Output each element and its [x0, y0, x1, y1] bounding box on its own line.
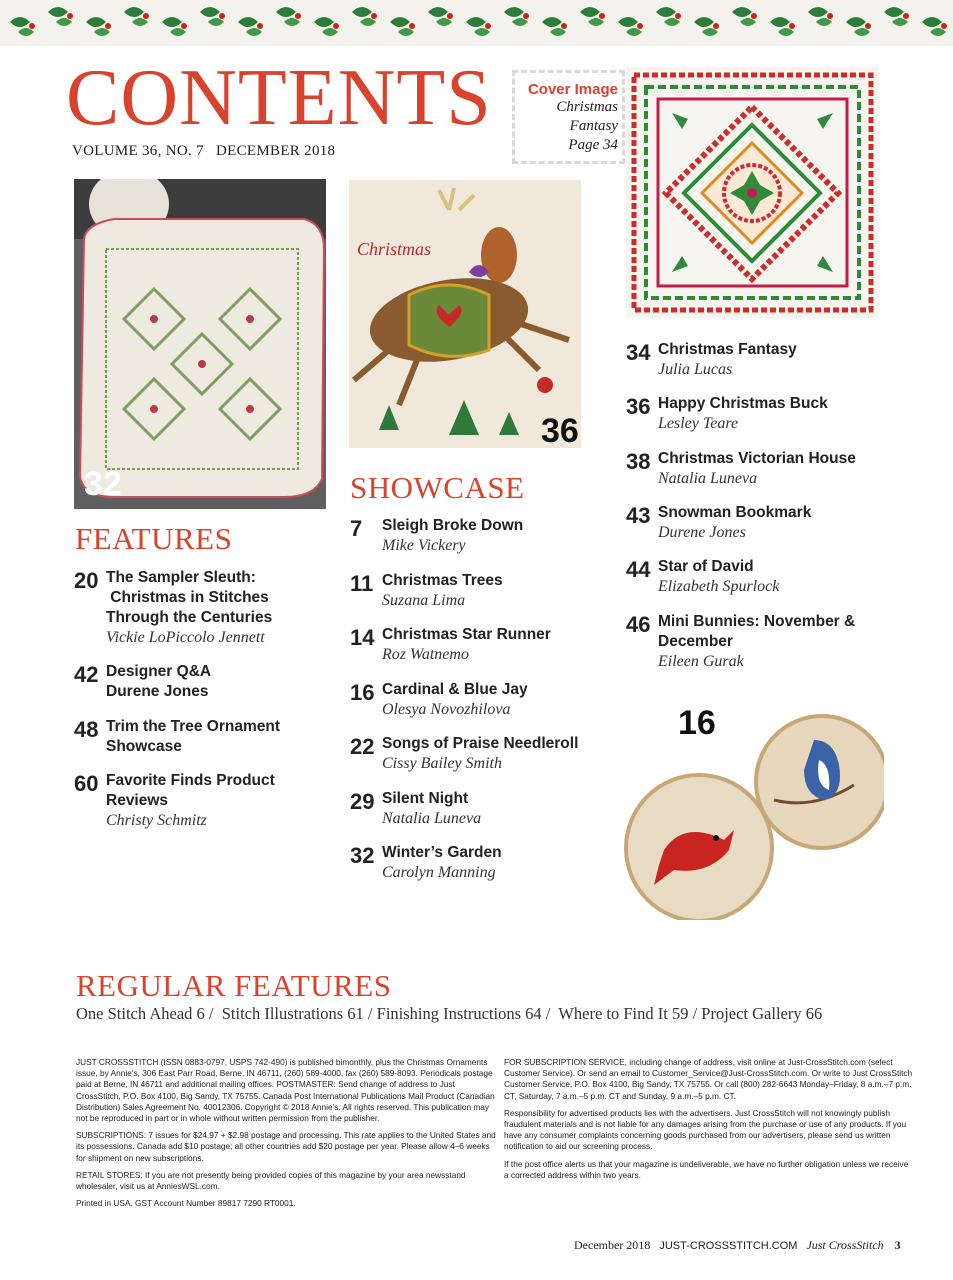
holly-berry — [333, 23, 339, 29]
showcase-heading: SHOWCASE — [350, 470, 525, 505]
pillow-page-number: 32 — [84, 465, 122, 503]
item-title: Songs of Praise Needleroll — [382, 735, 579, 752]
regular-features-line: One Stitch Ahead 6 / Stitch Illustrations 61 / Finishing Instructions 64 / Where to Find It 59 / Project Gallery 66 — [76, 1004, 823, 1023]
item-author: Natalia Luneva — [658, 470, 758, 487]
features-item-2 — [74, 662, 329, 702]
holly-berry — [523, 13, 529, 19]
showcase-item — [350, 625, 590, 665]
right-item — [626, 394, 876, 434]
page-number: 11 — [350, 571, 374, 596]
holly-berry — [903, 13, 909, 19]
item-title: Happy Christmas Buck — [658, 395, 828, 412]
holly-berry — [257, 23, 263, 29]
item-title: Star of David — [658, 558, 754, 575]
fineprint-left — [76, 1057, 496, 1215]
item-author: Durene Jones — [658, 524, 746, 541]
footer-site: JUST-CROSSSTITCH.COM — [659, 1240, 798, 1252]
regular-features-heading: REGULAR FEATURES — [76, 968, 392, 1003]
birds-photo — [624, 690, 884, 920]
holly-berry — [751, 13, 757, 19]
right-item — [626, 449, 876, 489]
fineprint-left-p2: SUBSCRIPTIONS: 7 issues for $24.97 + $2.98 postage and processing. This rate applies to the United States and its possessions. Canada add $10 postage; all other countries add $20 postage per year. Please allow 4–6 weeks for shipment on new subscriptions. — [76, 1130, 496, 1163]
page-number: 32 — [350, 843, 375, 868]
holly-berry — [67, 13, 73, 19]
right-item — [626, 503, 876, 543]
holly-berry — [371, 13, 377, 19]
item-author: Eileen Gurak — [658, 653, 744, 670]
right-item — [626, 557, 876, 597]
holly-berry — [865, 23, 871, 29]
right-item — [626, 340, 876, 380]
item-author: Christy Schmitz — [106, 812, 207, 829]
page-number: 48 — [74, 717, 99, 742]
fineprint-right — [504, 1057, 914, 1187]
item-title: Christmas Star Runner — [382, 626, 551, 643]
holly-berry — [675, 13, 681, 19]
item-title-line-2: Christmas in Stitches — [106, 589, 269, 606]
page-number: 14 — [350, 625, 375, 650]
item-author: Carolyn Manning — [382, 864, 496, 881]
cover-pattern-art — [626, 67, 879, 318]
birds-photo-art — [624, 690, 884, 920]
page-title: CONTENTS — [66, 54, 492, 142]
item-title: Mini Bunnies: November & — [658, 613, 856, 630]
item-title-line-3: Through the Centuries — [106, 609, 273, 626]
footer-magazine: Just CrossStitch — [806, 1238, 884, 1252]
holly-berry — [105, 23, 111, 29]
item-author: Lesley Teare — [658, 415, 739, 432]
page-number: 46 — [626, 612, 651, 637]
features-item-1 — [74, 568, 329, 648]
holly-berry — [219, 13, 225, 19]
holly-berry — [29, 23, 35, 29]
item-title: Christmas Trees — [382, 572, 503, 589]
holly-border — [0, 0, 953, 46]
page-number: 16 — [350, 680, 375, 705]
page-number: 43 — [626, 503, 651, 528]
holly-berry — [599, 13, 605, 19]
item-title: Cardinal & Blue Jay — [382, 681, 528, 698]
birds-page-number: 16 — [678, 704, 716, 742]
page-number: 20 — [74, 568, 99, 593]
showcase-item — [350, 680, 590, 720]
volume-line: VOLUME 36, NO. 7 DECEMBER 2018 — [72, 143, 336, 159]
cover-line-3: Page 34 — [568, 137, 618, 153]
item-author: Olesya Novozhilova — [382, 701, 511, 718]
showcase-item — [350, 734, 590, 774]
holly-berry — [295, 13, 301, 19]
holly-berry — [143, 13, 149, 19]
item-author: Cissy Bailey Smith — [382, 755, 502, 772]
item-title-line-2: Showcase — [106, 738, 182, 755]
holly-berry — [789, 23, 795, 29]
item-title-line-2: December — [658, 633, 733, 650]
fineprint-left-p4: Printed in USA. GST Account Number 89817 7290 RT0001. — [76, 1198, 296, 1209]
cover-line-2: Fantasy — [569, 118, 618, 134]
pillow-photo — [74, 179, 326, 509]
cover-line-1: Christmas — [556, 99, 618, 115]
reindeer-page-number: 36 — [541, 412, 579, 448]
cover-heading: Cover Image — [527, 81, 618, 98]
item-title-line-2: Durene Jones — [106, 683, 209, 700]
features-item-4 — [74, 771, 329, 831]
item-title: Christmas Victorian House — [658, 450, 856, 467]
item-author: Mike Vickery — [382, 537, 466, 554]
cover-pattern-image — [626, 67, 879, 318]
features-heading: FEATURES — [75, 521, 233, 556]
right-item — [626, 612, 876, 672]
pillow-photo-art — [74, 179, 326, 509]
holly-berry — [181, 23, 187, 29]
page-number: 60 — [74, 771, 99, 796]
item-author: Suzana Lima — [382, 592, 466, 609]
holly-berry — [713, 23, 719, 29]
fineprint-right-p1: FOR SUBSCRIPTION SERVICE, including change of address, visit online at Just-CrossStitch.com (select Customer Service). Or send an email to Customer_Service@Just-CrossStitch.com. Or write to Just CrossStitch Customer Service, P.O. Box 4100, Big Sandy, TX 75755. Or call (800) 282-6643 Monday–Friday, 8 a.m.–7 p.m. CT, Saturday, 7 a.m.–5 p.m. CT and Sunday, 9 a.m.–5 p.m. CT. — [504, 1057, 913, 1101]
page-footer — [574, 1238, 901, 1253]
holly-berry — [827, 13, 833, 19]
footer-page-number: 3 — [894, 1238, 901, 1252]
item-author: Elizabeth Spurlock — [658, 578, 780, 595]
holly-berry — [447, 13, 453, 19]
holly-berry — [485, 23, 491, 29]
item-author: Vickie LoPiccolo Jennett — [106, 629, 265, 646]
reindeer-christmas-word: Christmas — [357, 239, 432, 259]
page-number: 7 — [350, 516, 363, 541]
page-number: 36 — [626, 394, 651, 419]
page-number: 42 — [74, 662, 99, 687]
holly-berry — [637, 23, 643, 29]
showcase-item — [350, 571, 590, 611]
page-number: 44 — [626, 557, 651, 582]
holly-berry — [941, 23, 947, 29]
item-title: Designer Q&A — [106, 663, 212, 680]
page-number: 22 — [350, 734, 375, 759]
item-title: Trim the Tree Ornament — [106, 718, 280, 735]
page-number: 38 — [626, 449, 651, 474]
item-title: Sleigh Broke Down — [382, 517, 524, 534]
page-number: 34 — [626, 340, 651, 365]
item-title: Snowman Bookmark — [658, 504, 812, 521]
item-title: The Sampler Sleuth: — [106, 569, 256, 586]
reindeer-photo-art — [349, 180, 581, 448]
item-title: Favorite Finds Product Reviews — [106, 772, 275, 809]
reindeer-photo — [349, 180, 581, 448]
fineprint-left-p1: JUST CROSSSTITCH (ISSN 0883-0797, USPS 742-490) is published bimonthly, plus the Christmas Ornaments issue, by Annie’s, 306 East Parr Road, Berne, IN 46711, (260) 589-4000, fax (260) 589-8093. Periodicals postage paid at Berne, IN 46711 and additional mailing offices. POSTMASTER: Send change of address to Just CrossStitch, P.O. Box 4100, Big Sandy, TX 75755. Canada Post International Publications Mail Product (Canadian Distribution) Sales Agreement No. 40012306. Copyright © 2018 Annie’s. All rights reserved. This publication may not be reproduced in part or in whole without written permission from the publisher. — [76, 1057, 495, 1124]
item-author: Roz Watnemo — [382, 646, 469, 663]
showcase-item — [350, 843, 590, 883]
item-author: Natalia Luneva — [382, 810, 482, 827]
footer-date: December 2018 — [574, 1238, 651, 1252]
holly-berry — [409, 23, 415, 29]
item-title: Christmas Fantasy — [658, 341, 797, 358]
cover-image-box — [512, 70, 625, 164]
showcase-item — [350, 516, 590, 556]
fineprint-right-p3: If the post office alerts us that your magazine is undeliverable, we have no further obligation unless we receive a corrected address within two years. — [504, 1158, 909, 1180]
item-title: Silent Night — [382, 790, 469, 807]
page-number: 29 — [350, 789, 375, 814]
showcase-item — [350, 789, 590, 829]
holly-berry — [561, 23, 567, 29]
features-item-3 — [74, 717, 329, 757]
fineprint-right-p2: Responsibility for advertised products lies with the advertisers. Just CrossStitch will not knowingly publish fraudulent materials and is not liable for any damages arising from the purchase or use of any products. If you have any consumer complaints concerning goods purchased from our advertisers, please send us written notification to aid our screening process. — [504, 1107, 907, 1152]
item-author: Julia Lucas — [658, 361, 733, 378]
item-title: Winter’s Garden — [382, 844, 502, 861]
fineprint-left-p3: RETAIL STORES: If you are not presently being provided copies of this magazine by your area newsstand wholesaler, visit us at AnniesWSL.com. — [76, 1169, 466, 1192]
